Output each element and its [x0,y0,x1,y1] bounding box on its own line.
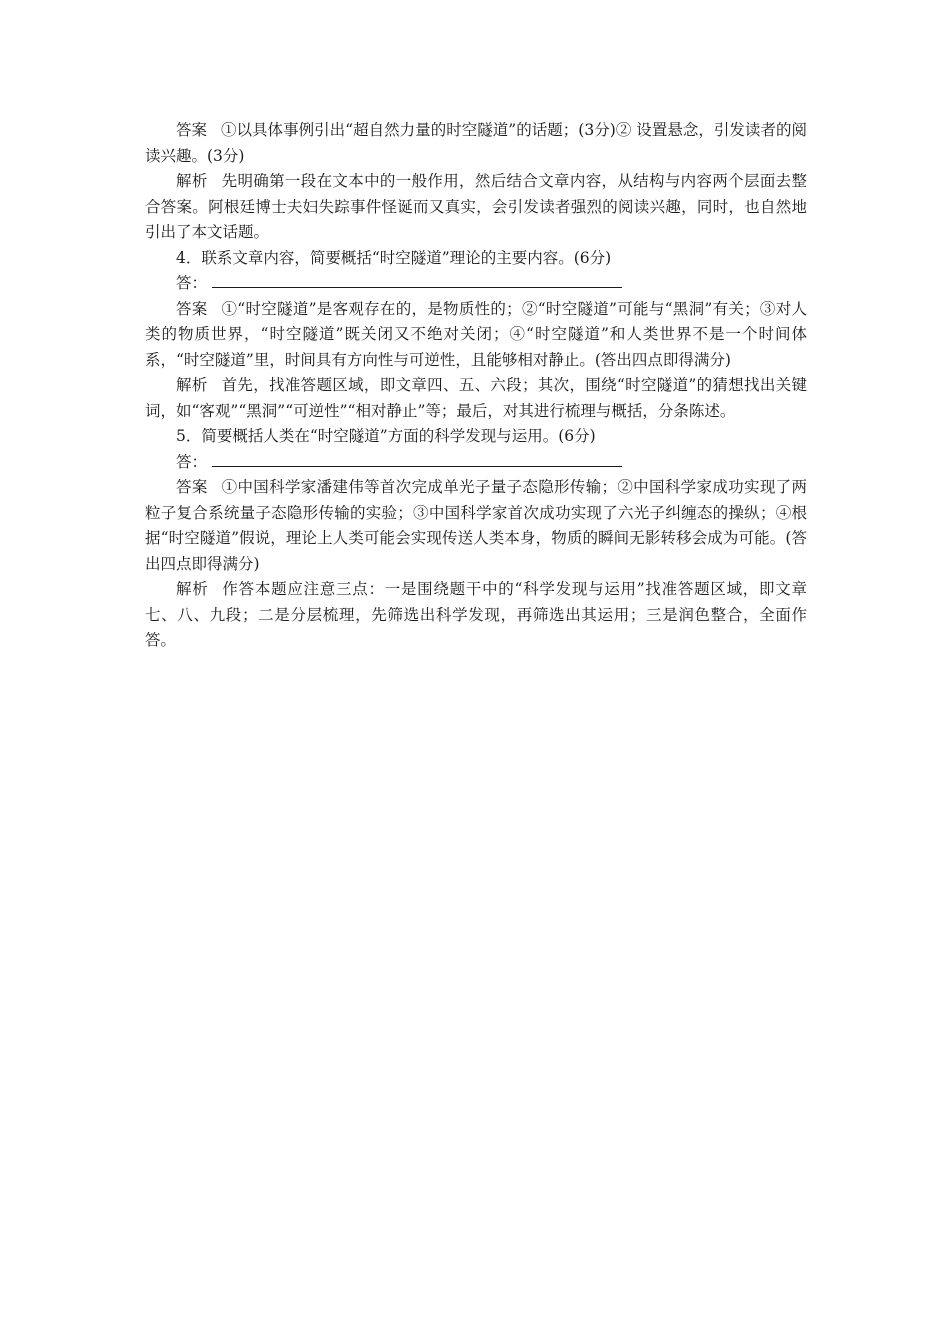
answer-paragraph [145,475,807,577]
analysis-text: 作答本题应注意三点：一是围绕题干中的“科学发现与运用”找准答题区域，即文章七、八、九段；二是分层梳理，先筛选出科学发现，再筛选出其运用；三是润色整合，全面作答。 [145,580,807,649]
answer-blank [212,271,622,288]
answer-prompt: 答： [176,274,208,292]
analysis-label: 解析 [176,580,209,598]
analysis-paragraph [145,169,807,246]
answer-paragraph [145,118,807,169]
answer-label: 答案 [176,299,208,318]
document-page [145,118,807,654]
answer-label: 答案 [176,478,208,496]
analysis-text: 首先，找准答题区域，即文章四、五、六段；其次，围绕“时空隧道”的猜想找出关键词，如“客观”“黑洞”“可逆性”“相对静止”等；最后，对其进行梳理与概括，分条陈述。 [145,376,807,420]
question-text: 4．联系文章内容，简要概括“时空隧道”理论的主要内容。(6分) [176,248,612,267]
question-4 [145,246,807,272]
answer-blank [212,450,622,467]
answer-text: ①以具体事例引出“超自然力量的时空隧道”的话题；(3分)② 设置悬念，引发读者的阅读兴趣。(3分) [145,121,807,165]
answer-blank-line [145,271,807,297]
analysis-text: 先明确第一段在文本中的一般作用，然后结合文章内容，从结构与内容两个层面去整合答案。阿根廷博士夫妇失踪事件怪诞而又真实，会引发读者强烈的阅读兴趣，同时，也自然地引出了本文话题。 [145,172,807,241]
answer-prompt: 答： [176,452,208,471]
analysis-label: 解析 [176,376,208,394]
answer-text: ①中国科学家潘建伟等首次完成单光子量子态隐形传输；②中国科学家成功实现了两粒子复合系统量子态隐形传输的实验；③中国科学家首次成功实现了六光子纠缠态的操纵；④根据“时空隧道”假说，理论上人类可能会实现传送人类本身，物质的瞬间无影转移会成为可能。(答出四点即得满分) [145,478,807,573]
question-5 [145,424,807,450]
answer-text: ①“时空隧道”是客观存在的，是物质性的；②“时空隧道”可能与“黑洞”有关；③对人类的物质世界，“时空隧道”既关闭又不绝对关闭；④“时空隧道”和人类世界不是一个时间体系，“时空隧道”里，时间具有方向性与可逆性，且能够相对静止。(答出四点即得满分) [145,299,807,369]
answer-blank-line [145,450,807,476]
analysis-paragraph [145,373,807,424]
answer-label: 答案 [176,121,208,139]
analysis-paragraph [145,577,807,654]
question-text: 5．简要概括人类在“时空隧道”方面的科学发现与运用。(6分) [176,427,596,445]
analysis-label: 解析 [176,172,208,190]
answer-paragraph [145,297,807,374]
